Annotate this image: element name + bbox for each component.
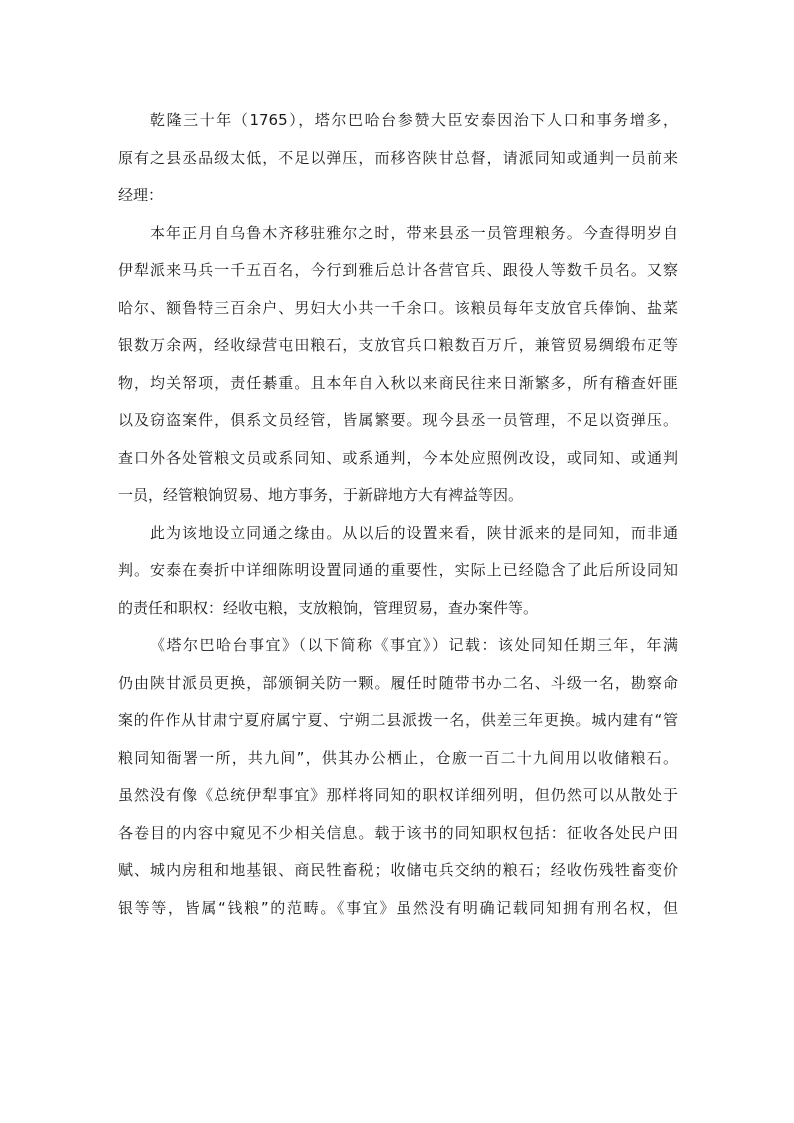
text-line: 本年正月自乌鲁木齐移驻雅尔之时，带来县丞一员管理粮务。今查得明岁自 <box>150 223 678 242</box>
text-line: 各卷目的内容中窥见不少相关信息。载于该书的同知职权包括：征收各处民户田 <box>118 823 678 842</box>
text-line: 查口外各处管粮文员或系同知、或系通判，今本处应照例改设，或同知、或通判 <box>118 448 678 467</box>
text-line: 原有之县丞品级太低，不足以弹压，而移咨陕甘总督，请派同知或通判一员前来 <box>118 148 678 167</box>
text-line: 经理： <box>118 186 164 204</box>
text-line: 粮同知衙署一所，共九间”，供其办公栖止，仓廒一百二十九间用以收储粮石。 <box>118 748 678 767</box>
text-line: 仍由陕甘派员更换，部颁铜关防一颗。履任时随带书办二名、斗级一名，勘察命 <box>118 673 678 692</box>
text-line: 乾隆三十年（1765），塔尔巴哈台参赞大臣安泰因治下人口和事务增多， <box>150 111 678 129</box>
text-line: 银数万余两，经收绿营屯田粮石，支放官兵口粮数百万斤，兼管贸易绸缎布疋等 <box>118 336 678 354</box>
text-line: 判。安泰在奏折中详细陈明设置同通的重要性，实际上已经隐含了此后所设同知 <box>118 561 678 579</box>
text-line: 银等等，皆属“钱粮”的范畴。《事宜》虽然没有明确记载同知拥有刑名权，但 <box>118 898 678 917</box>
text-line: 虽然没有像《总统伊犁事宜》那样将同知的职权详细列明，但仍然可以从散处于 <box>118 786 678 804</box>
document-body <box>118 102 678 927</box>
text-line: 此为该地设立同通之缘由。从以后的设置来看，陕甘派来的是同知，而非通 <box>150 523 678 542</box>
text-line: 伊犁派来马兵一千五百名，今行到雅后总计各营官兵、跟役人等数千员名。又察 <box>118 261 678 279</box>
text-line: 哈尔、额鲁特三百余户、男妇大小共一千余口。该粮员每年支放官兵俸饷、盐菜 <box>118 298 678 317</box>
text-line: 以及窃盗案件，俱系文员经管，皆属繁要。现今县丞一员管理，不足以资弹压。 <box>118 411 678 429</box>
text-line: 物，均关帑项，责任綦重。且本年自入秋以来商民往来日渐繁多，所有稽查奸匪 <box>118 373 678 392</box>
text-line: 一员，经管粮饷贸易、地方事务，于新辟地方大有裨益等因。 <box>118 486 524 504</box>
text-line: 案的仵作从甘肃宁夏府属宁夏、宁朔二县派拨一名，供差三年更换。城内建有“管 <box>118 711 678 729</box>
text-line: 《塔尔巴哈台事宜》（以下简称《事宜》）记载：该处同知任期三年，年满 <box>150 636 678 654</box>
text-line: 赋、城内房租和地基银、商民牲畜税；收储屯兵交纳的粮石；经收伤残牲畜变价 <box>118 861 678 879</box>
text-line: 的责任和职权：经收屯粮，支放粮饷，管理贸易，查办案件等。 <box>118 598 539 617</box>
